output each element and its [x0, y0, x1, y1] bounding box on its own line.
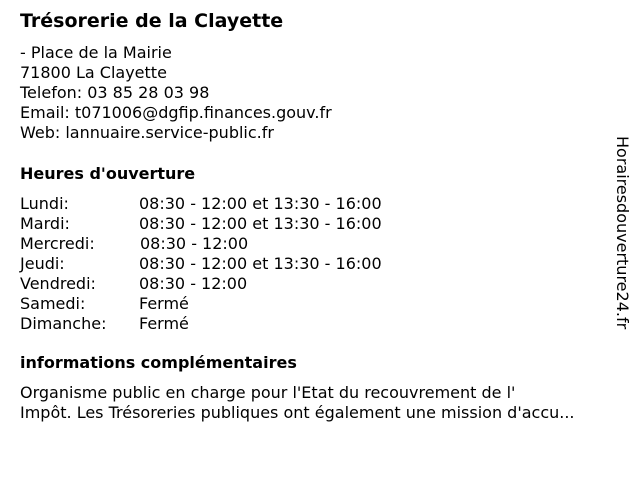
address-city: 71800 La Clayette	[20, 63, 167, 82]
hours-day: Vendredi:	[20, 274, 96, 293]
hours-row	[20, 254, 500, 274]
hours-time: Fermé	[139, 294, 189, 313]
hours-row	[20, 194, 500, 214]
hours-day: Mardi:	[20, 214, 70, 233]
info-heading: informations complémentaires	[20, 353, 297, 372]
phone-number: Telefon: 03 85 28 03 98	[20, 83, 210, 102]
info-line: Organisme public en charge pour l'Etat du recouvrement de l'	[20, 383, 516, 402]
hours-time: 08:30 - 12:00	[139, 274, 248, 293]
hours-heading: Heures d'ouverture	[20, 164, 196, 183]
page-title: Trésorerie de la Clayette	[20, 10, 284, 32]
hours-time: 08:30 - 12:00 et 13:30 - 16:00	[139, 254, 382, 273]
address-block	[20, 43, 332, 143]
hours-row	[20, 294, 500, 314]
website: Web: lannuaire.service-public.fr	[20, 123, 274, 142]
hours-day: Dimanche:	[20, 314, 107, 333]
hours-row	[20, 234, 500, 254]
hours-time: 08:30 - 12:00 et 13:30 - 16:00	[139, 214, 382, 233]
hours-day: Lundi:	[20, 194, 69, 213]
info-line: Impôt. Les Trésoreries publiques ont également une mission d'accu...	[20, 403, 575, 422]
hours-row	[20, 214, 500, 234]
hours-row	[20, 274, 500, 294]
hours-time: Fermé	[139, 314, 189, 333]
hours-row	[20, 314, 500, 334]
email-address: Email: t071006@dgfip.finances.gouv.fr	[20, 103, 332, 122]
address-street: - Place de la Mairie	[20, 43, 172, 62]
hours-table	[20, 194, 500, 334]
hours-day: Samedi:	[20, 294, 86, 313]
watermark-text: Horairesdouverture24.fr	[613, 136, 632, 330]
hours-day: Mercredi:	[20, 234, 95, 253]
hours-time: 08:30 - 12:00 et 13:30 - 16:00	[139, 194, 382, 213]
hours-time: 08:30 - 12:00	[140, 234, 249, 253]
hours-day: Jeudi:	[20, 254, 65, 273]
info-description	[20, 383, 628, 423]
